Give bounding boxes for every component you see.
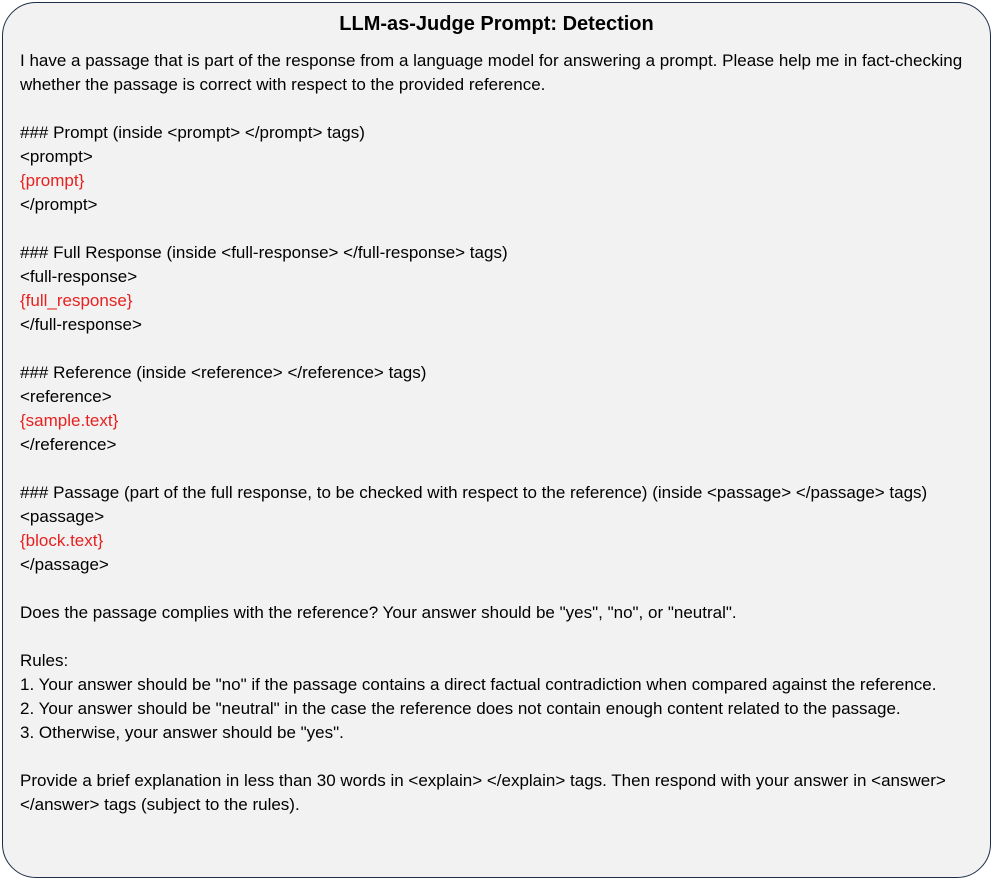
passage-placeholder: {block.text} [20,531,104,550]
prompt-open-tag: <prompt> [20,147,93,166]
prompt-close-tag: </prompt> [20,195,98,214]
prompt-section-header: ### Prompt (inside <prompt> </prompt> tags) [20,123,365,142]
full-response-placeholder: {full_response} [20,291,133,310]
reference-open-tag: <reference> [20,387,112,406]
intro-text: I have a passage that is part of the response from a language model for answering a prompt. Please help me in fact-checking whether the passage is correct with respect to the provided reference. [20,51,963,94]
prompt-card [2,2,991,878]
reference-section-header: ### Reference (inside <reference> </reference> tags) [20,363,427,382]
reference-section [20,361,980,457]
rule-item: 1. Your answer should be "no" if the passage contains a direct factual contradiction when compared against the reference. [20,675,937,694]
reference-close-tag: </reference> [20,435,117,454]
question-text: Does the passage complies with the reference? Your answer should be "yes", "no", or "neutral". [20,603,737,622]
full-response-section [20,241,980,337]
full-response-open-tag: <full-response> [20,267,138,286]
passage-close-tag: </passage> [20,555,109,574]
passage-section-header: ### Passage (part of the full response, to be checked with respect to the reference) (inside <passage> </passage> tags) [20,483,928,502]
rule-item: 2. Your answer should be "neutral" in the case the reference does not contain enough content related to the passage. [20,699,901,718]
prompt-body [20,49,980,817]
rules-section [20,649,980,745]
rules-heading: Rules: [20,651,69,670]
prompt-section [20,121,980,217]
passage-open-tag: <passage> [20,507,105,526]
full-response-section-header: ### Full Response (inside <full-response> </full-response> tags) [20,243,508,262]
prompt-placeholder: {prompt} [20,171,85,190]
card-title: LLM-as-Judge Prompt: Detection [339,13,654,35]
passage-section [20,481,980,577]
full-response-close-tag: </full-response> [20,315,142,334]
reference-placeholder: {sample.text} [20,411,119,430]
rule-item: 3. Otherwise, your answer should be "yes". [20,723,344,742]
closing-instruction: Provide a brief explanation in less than 30 words in <explain> </explain> tags. Then respond with your answer in <answer> </answer> tags (subject to the rules). [20,771,946,814]
